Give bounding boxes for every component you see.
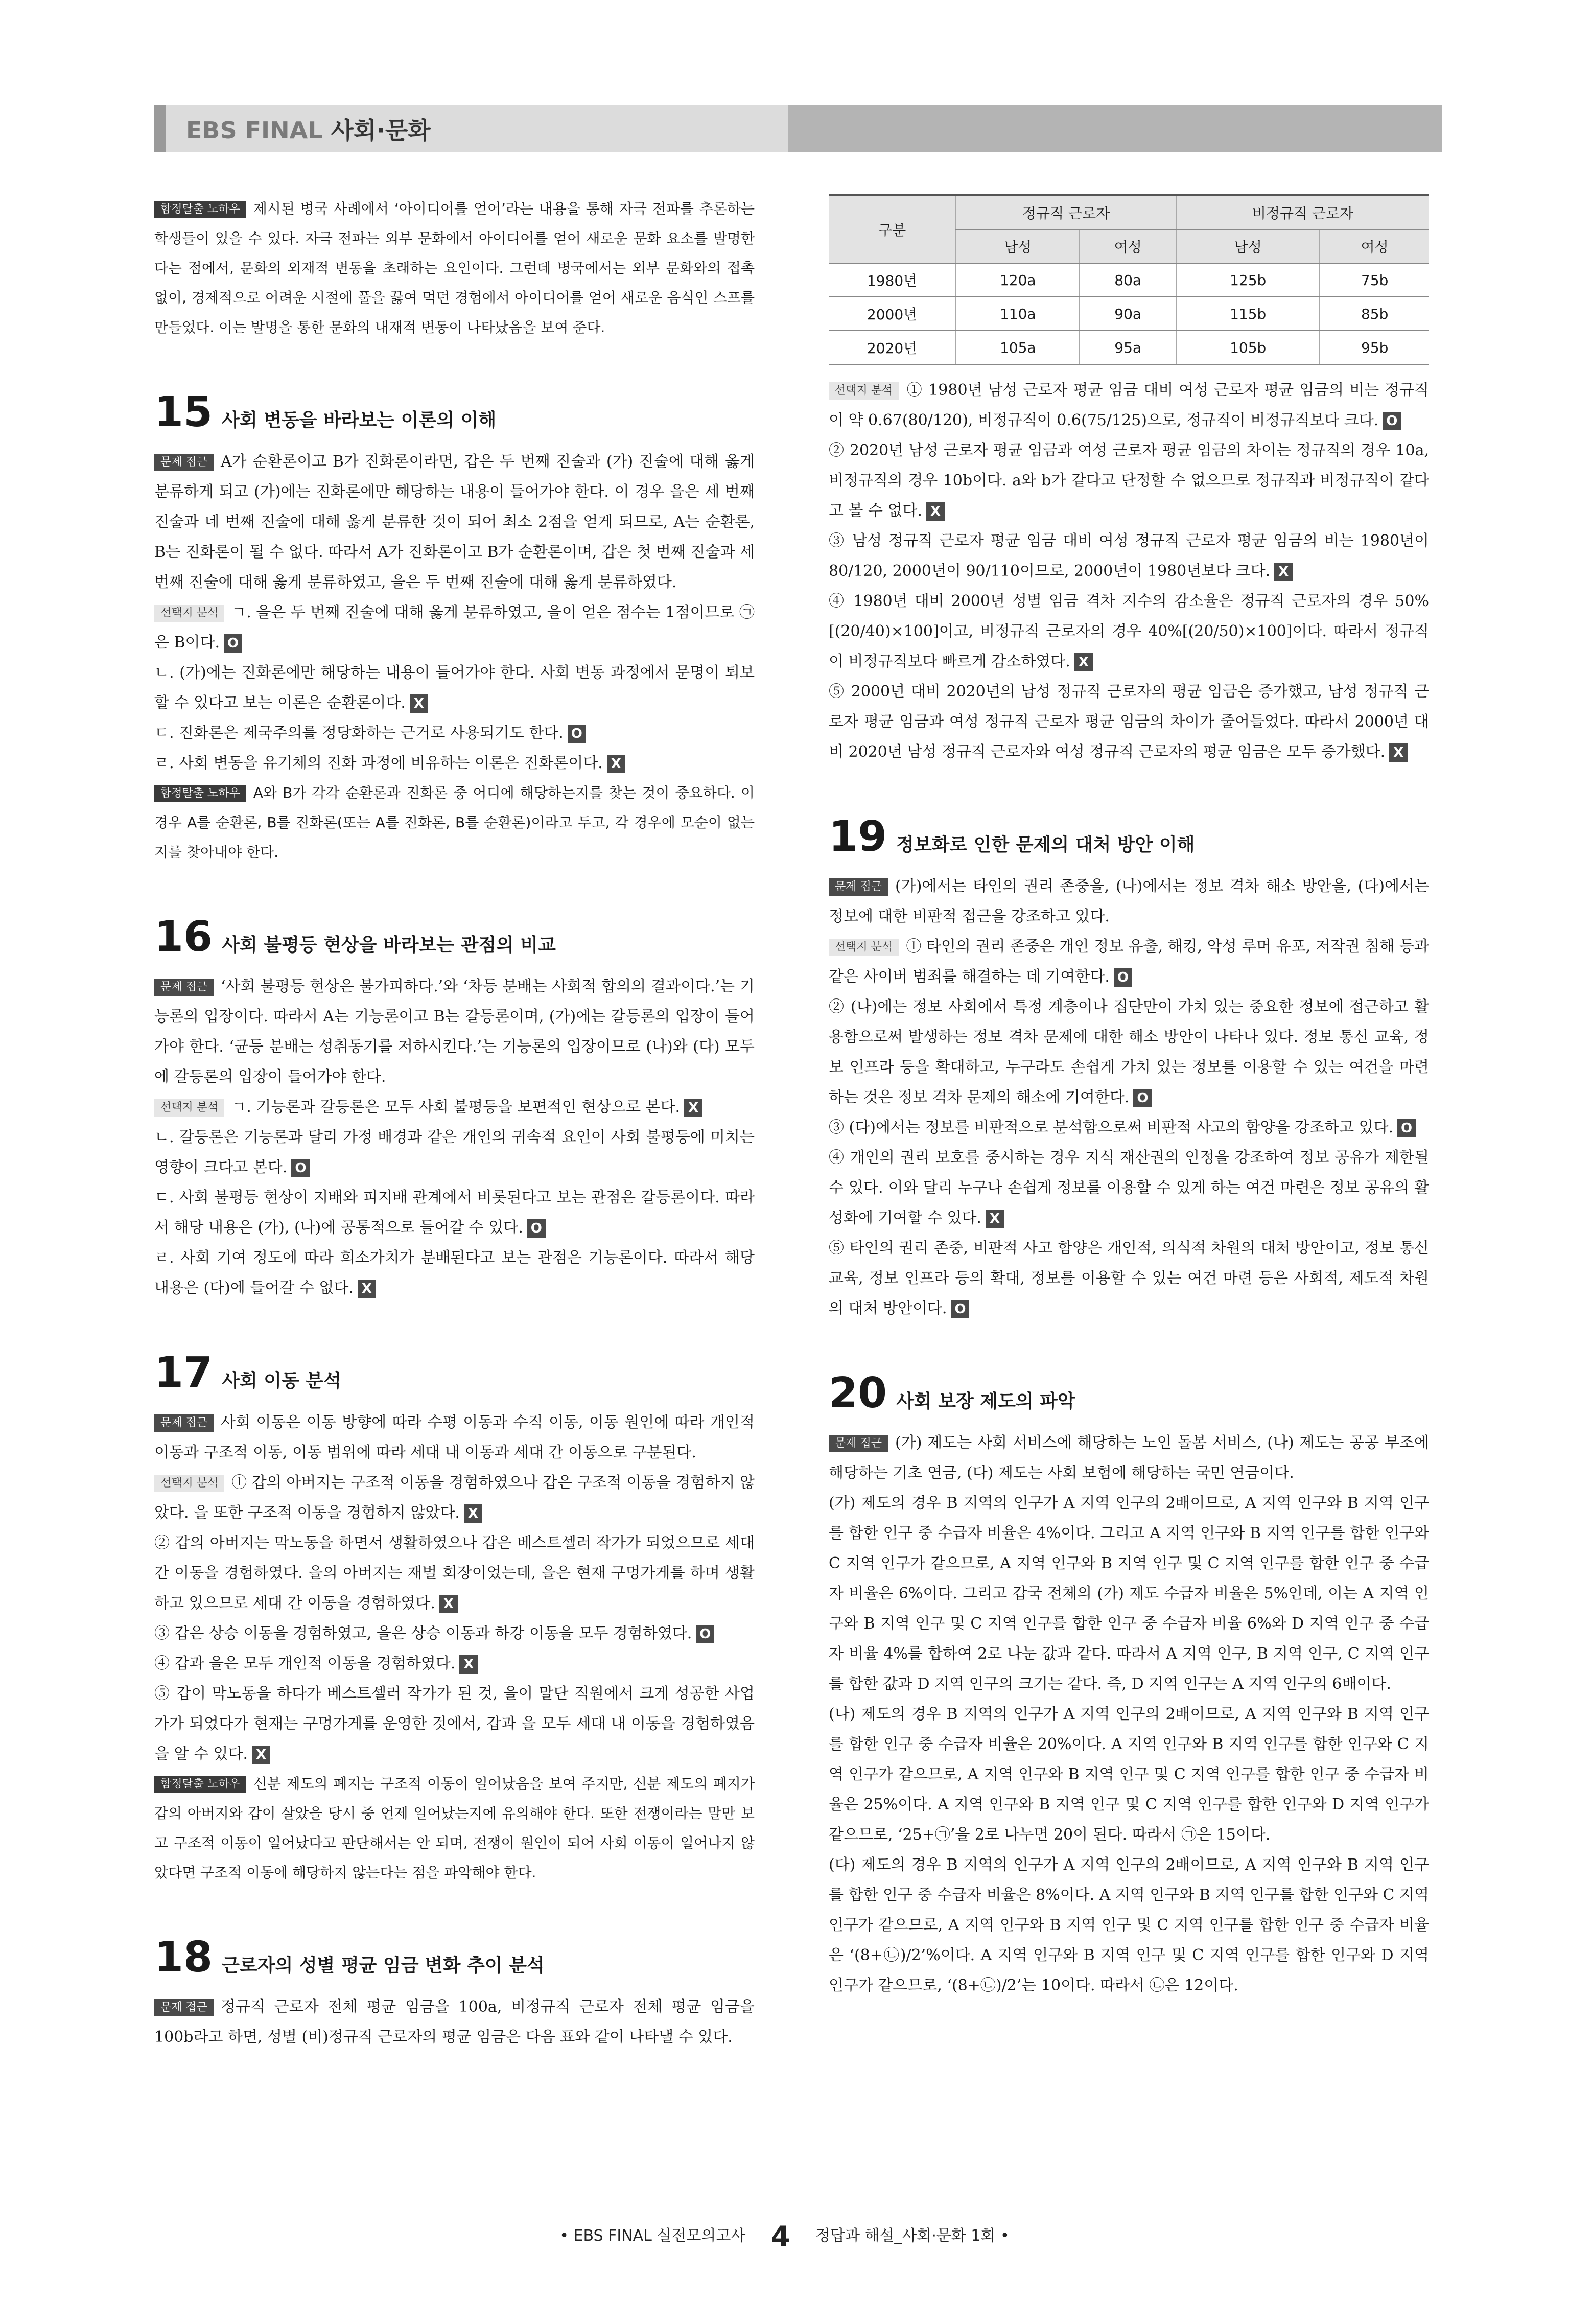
q16-number: 16: [154, 913, 213, 961]
header-left: [154, 105, 788, 152]
o-mark: O: [696, 1625, 714, 1643]
o-mark: O: [951, 1300, 969, 1318]
choice-text: ② 2020년 남성 근로자 평균 임금과 여성 근로자 평균 임금의 차이는 정규직의 경우 10a, 비정규직의 경우 10b이다. a와 b가 같다고 단정할 수 없으므로 정규직과 비정규직이 같다고 볼 수 없다.: [829, 441, 1429, 520]
q19-choice-5: [829, 1233, 1429, 1323]
x-mark: X: [1074, 653, 1093, 671]
approach-tag: 문제 접근: [154, 979, 214, 996]
page-number: 4: [770, 2220, 790, 2252]
table-cell: 85b: [1320, 297, 1429, 331]
q15-heading: [154, 388, 755, 436]
q20-paragraph-3: (다) 제도의 경우 B 지역의 인구가 A 지역 인구의 2배이므로, A 지역 인구와 B 지역 인구를 합한 인구 중 수급자 비율은 8%이다. A 지역 인구와 B 지역 인구를 합한 인구와 C 지역 인구가 같으므로, A 지역 인구와 B 지역 인구 및 C 지역 인구를 합한 인구 중 수급자 비율은 ‘(8+㉡)/2’%이다. A 지역 인구와 B 지역 인구 및 C 지역 인구를 합한 인구와 D 지역 인구가 같으므로, ‘(8+㉡)/2’는 10이다. 따라서 ㉡은 12이다.: [829, 1856, 1429, 1994]
table-header-male: 남성: [1176, 229, 1320, 263]
q20-number: 20: [829, 1369, 887, 1417]
table-cell: 90a: [1080, 297, 1176, 331]
choice-text: ㄱ. 을은 두 번째 진술에 대해 옳게 분류하였고, 을이 얻은 점수는 1점이므로 ㉠은 B이다.: [154, 603, 755, 652]
intro-tip: [154, 194, 755, 342]
choice-text: ③ 남성 정규직 근로자 평균 임금 대비 여성 정규직 근로자 평균 임금의 비는 1980년이 80/120, 2000년이 90/110이므로, 2000년이 1980년보다 크다.: [829, 532, 1429, 580]
q20-paragraph-1: (가) 제도의 경우 B 지역의 인구가 A 지역 인구의 2배이므로, A 지역 인구와 B 지역 인구를 합한 인구 중 수급자 비율은 4%이다. 그리고 A 지역 인구와 B 지역 인구를 합한 인구와 C 지역 인구가 같으므로, A 지역 인구와 B 지역 인구 및 C 지역 인구를 합한 인구 중 수급자 비율은 6%이다. 그리고 갑국 전체의 (가) 제도 수급자 비율은 5%인데, 이는 A 지역 인구와 B 지역 인구 및 C 지역 인구를 합한 인구 중 수급자 비율 6%와 D 지역 인구 중 수급자 비율 4%를 합하여 2로 나눈 값과 같다. 따라서 A 지역 인구, B 지역 인구, C 지역 인구를 합한 값과 D 지역 인구의 크기는 같다. 즉, D 지역 인구는 A 지역 인구의 6배이다.: [829, 1494, 1429, 1693]
table-cell: 105a: [956, 331, 1080, 364]
q18-choice-5: [829, 677, 1429, 767]
choice-tag: 선택지 분석: [829, 939, 899, 956]
q18-heading: [154, 1933, 755, 1982]
q19-approach: [829, 871, 1429, 932]
choice-text: ③ 갑은 상승 이동을 경험하였고, 을은 상승 이동과 하강 이동을 모두 경험하였다.: [154, 1624, 692, 1642]
table-cell-year: 1980년: [829, 263, 956, 297]
q18-approach-text: 정규직 근로자 전체 평균 임금을 100a, 비정규직 근로자 전체 평균 임금을 100b라고 하면, 성별 (비)정규직 근로자의 평균 임금은 다음 표와 같이 나타낼 수 있다.: [154, 1998, 755, 2046]
table-cell: 95b: [1320, 331, 1429, 364]
q19-choice-4: [829, 1143, 1429, 1233]
q19-number: 19: [829, 812, 887, 861]
tip-tag: 함정탈출 노하우: [154, 201, 246, 218]
x-mark: X: [986, 1210, 1004, 1228]
choice-tag: 선택지 분석: [154, 605, 224, 622]
table-row: [829, 297, 1429, 331]
q20-title: 사회 보장 제도의 파악: [896, 1391, 1075, 1412]
approach-tag: 문제 접근: [829, 878, 888, 896]
x-mark: X: [926, 502, 945, 521]
q17-title: 사회 이동 분석: [222, 1370, 341, 1391]
q19-choice-3: [829, 1112, 1429, 1143]
approach-tag: 문제 접근: [154, 1414, 214, 1432]
x-mark: X: [464, 1504, 482, 1523]
q17-choice-2: [154, 1528, 755, 1618]
o-mark: O: [1133, 1089, 1152, 1107]
q19-choice-1: [829, 932, 1429, 992]
q15-approach-text: A가 순환론이고 B가 진화론이라면, 갑은 두 번째 진술과 (가) 진술에 대해 옳게 분류하게 되고 (가)에는 진화론에만 해당하는 내용이 들어가야 한다. 이 경우 을은 세 번째 진술과 네 번째 진술에 대해 옳게 분류한 것이 되어 최소 2점을 얻게 되므로, A는 순환론, B는 진화론이 될 수 없다. 따라서 A가 진화론이고 B가 순환론이며, 갑은 첫 번째 진술과 세 번째 진술에 대해 옳게 분류하였고, 을은 두 번째 진술에 대해 옳게 분류하였다.: [154, 453, 755, 591]
table-cell: 125b: [1176, 263, 1320, 297]
right-column: [829, 194, 1429, 2001]
choice-text: ㄱ. 기능론과 갈등론은 모두 사회 불평등을 보편적인 현상으로 본다.: [231, 1098, 681, 1116]
o-mark: O: [527, 1219, 546, 1238]
table-cell: 75b: [1320, 263, 1429, 297]
o-mark: O: [568, 725, 586, 743]
x-mark: X: [607, 755, 625, 773]
q16-choice-3: [154, 1182, 755, 1243]
q16-heading: [154, 913, 755, 961]
q19-heading: [829, 812, 1429, 861]
o-mark: O: [1397, 1119, 1416, 1137]
header-subject: 사회·문화: [331, 117, 431, 144]
tip-tag: 함정탈출 노하우: [154, 1776, 246, 1793]
table-cell: 105b: [1176, 331, 1320, 364]
choice-text: ① 갑의 아버지는 구조적 이동을 경험하였으나 갑은 구조적 이동을 경험하지 않았다. 을 또한 구조적 이동을 경험하지 않았다.: [154, 1474, 755, 1522]
q20-approach-text: (가) 제도는 사회 서비스에 해당하는 노인 돌봄 서비스, (나) 제도는 공공 부조에 해당하는 기초 연금, (다) 제도는 사회 보험에 해당하는 국민 연금이다.: [829, 1434, 1429, 1482]
table-header-female: 여성: [1080, 229, 1176, 263]
choice-tag: 선택지 분석: [154, 1475, 224, 1492]
table-row: [829, 263, 1429, 297]
choice-text: ㄷ. 진화론은 제국주의를 정당화하는 근거로 사용되기도 한다.: [154, 724, 564, 742]
q17-choice-4: [154, 1648, 755, 1679]
q15-title: 사회 변동을 바라보는 이론의 이해: [222, 410, 497, 431]
header-title: [186, 112, 431, 146]
q18-choice-2: [829, 435, 1429, 526]
x-mark: X: [439, 1595, 458, 1613]
table-header-irregular: 비정규직 근로자: [1176, 195, 1429, 229]
page-header: [154, 105, 1442, 152]
x-mark: X: [684, 1099, 702, 1117]
x-mark: X: [1274, 563, 1293, 581]
q19-approach-text: (가)에서는 타인의 권리 존중을, (나)에서는 정보 격차 해소 방안을, (다)에서는 정보에 대한 비판적 접근을 강조하고 있다.: [829, 877, 1429, 925]
q17-number: 17: [154, 1349, 213, 1397]
tip-tag: 함정탈출 노하우: [154, 785, 246, 802]
choice-text: ④ 1980년 대비 2000년 성별 임금 격차 지수의 감소율은 정규직 근로자의 경우 50%[(20/40)×100]이고, 비정규직 근로자의 경우 40%[(20/50)×100]이다. 따라서 정규직이 비정규직보다 빠르게 감소하였다.: [829, 592, 1429, 670]
choice-text: ② 갑의 아버지는 막노동을 하면서 생활하였으나 갑은 베스트셀러 작가가 되었으므로 세대 간 이동을 경험하였다. 을의 아버지는 재벌 회장이었는데, 을은 현재 구멍가게를 하며 생활하고 있으므로 세대 간 이동을 경험하였다.: [154, 1534, 755, 1612]
table-cell: 120a: [956, 263, 1080, 297]
choice-text: ㄴ. 갈등론은 기능론과 달리 가정 배경과 같은 개인의 귀속적 요인이 사회 불평등에 미치는 영향이 크다고 본다.: [154, 1128, 755, 1176]
choice-text: ③ (다)에서는 정보를 비판적으로 분석함으로써 비판적 사고의 함양을 강조하고 있다.: [829, 1119, 1394, 1136]
choice-text: ① 타인의 권리 존중은 개인 정보 유출, 해킹, 악성 루머 유포, 저작권 침해 등과 같은 사이버 범죄를 해결하는 데 기여한다.: [829, 938, 1429, 986]
footer-left: • EBS FINAL 실전모의고사: [559, 2227, 746, 2245]
q20-paragraph-2: (나) 제도의 경우 B 지역의 인구가 A 지역 인구의 2배이므로, A 지역 인구와 B 지역 인구를 합한 인구 중 수급자 비율은 20%이다. A 지역 인구와 B 지역 인구를 합한 인구와 C 지역 인구가 같으므로, A 지역 인구와 B 지역 인구 및 C 지역 인구를 합한 인구 중 수급자 비율은 25%이다. A 지역 인구와 B 지역 인구 및 C 지역 인구를 합한 인구와 D 지역 인구가 같으므로, ‘25+㉠’을 2로 나누면 20이 된다. 따라서 ㉠은 15이다.: [829, 1705, 1429, 1844]
x-mark: X: [358, 1280, 376, 1298]
q18-approach: [154, 1992, 755, 2052]
choice-text: ④ 개인의 권리 보호를 중시하는 경우 지식 재산권의 인정을 강조하여 정보 공유가 제한될 수 있다. 이와 달리 누구나 손쉽게 정보를 이용할 수 있게 하는 여건 마련은 정보 공유의 활성화에 기여할 수 있다.: [829, 1149, 1429, 1227]
wage-table: [829, 194, 1429, 365]
q16-choice-4: [154, 1243, 755, 1303]
q15-tip: [154, 778, 755, 867]
q17-choice-5: [154, 1679, 755, 1769]
choice-text: ⑤ 타인의 권리 존중, 비판적 사고 함양은 개인적, 의식적 차원의 대처 방안이고, 정보 통신 교육, 정보 인프라 등의 확대, 정보를 이용할 수 있는 여건 마련 등은 사회적, 제도적 차원의 대처 방안이다.: [829, 1239, 1429, 1317]
q15-tip-text: A와 B가 각각 순환론과 진화론 중 어디에 해당하는지를 찾는 것이 중요하다. 이 경우 A를 순환론, B를 진화론(또는 A를 진화론, B를 순환론)이라고 두고, 각 경우에 모순이 없는지를 찾아내야 한다.: [154, 784, 755, 861]
header-right-band: [788, 105, 1442, 152]
choice-text: ㄴ. (가)에는 진화론에만 해당하는 내용이 들어가야 한다. 사회 변동 과정에서 문명이 퇴보할 수 있다고 보는 이론은 순환론이다.: [154, 664, 755, 712]
q18-choice-1: [829, 375, 1429, 435]
choice-tag: 선택지 분석: [154, 1099, 224, 1117]
q15-choice-3: [154, 718, 755, 748]
choice-text: ㄷ. 사회 불평등 현상이 지배와 피지배 관계에서 비롯된다고 보는 관점은 갈등론이다. 따라서 해당 내용은 (가), (나)에 공통적으로 들어갈 수 있다.: [154, 1189, 755, 1237]
table-cell-year: 2020년: [829, 331, 956, 364]
table-row: [829, 331, 1429, 364]
table-cell: 80a: [1080, 263, 1176, 297]
choice-text: ④ 갑과 을은 모두 개인적 이동을 경험하였다.: [154, 1655, 456, 1672]
q17-choice-3: [154, 1618, 755, 1648]
table-cell: 110a: [956, 297, 1080, 331]
q15-choice-2: [154, 658, 755, 718]
q18-title: 근로자의 성별 평균 임금 변화 추이 분석: [222, 1955, 545, 1976]
q16-choice-2: [154, 1122, 755, 1182]
q18-choice-3: [829, 526, 1429, 586]
o-mark: O: [1383, 412, 1401, 430]
q17-approach: [154, 1407, 755, 1468]
choice-text: ② (나)에는 정보 사회에서 특정 계층이나 집단만이 가치 있는 중요한 정보에 접근하고 활용함으로써 발생하는 정보 격차 문제에 대한 해소 방안이 나타나 있다. 정보 통신 교육, 정보 인프라 등을 확대하고, 누구라도 손쉽게 가치 있는 정보를 이용할 수 있는 여건을 마련하는 것은 정보 격차 문제의 해소에 기여한다.: [829, 998, 1429, 1106]
q15-choice-1: [154, 597, 755, 658]
q20-approach: [829, 1428, 1429, 1488]
approach-tag: 문제 접근: [154, 454, 214, 471]
q17-approach-text: 사회 이동은 이동 방향에 따라 수평 이동과 수직 이동, 이동 원인에 따라 개인적 이동과 구조적 이동, 이동 범위에 따라 세대 내 이동과 세대 간 이동으로 구분된다.: [154, 1413, 755, 1461]
q15-number: 15: [154, 388, 213, 436]
table-header-regular: 정규직 근로자: [956, 195, 1176, 229]
o-mark: O: [224, 634, 242, 653]
q15-approach: [154, 447, 755, 597]
table-header-female: 여성: [1320, 229, 1429, 263]
table-header-period: 구분: [829, 195, 956, 263]
q16-title: 사회 불평등 현상을 바라보는 관점의 비교: [222, 935, 556, 956]
intro-tip-text: 제시된 병국 사례에서 ‘아이디어를 얻어’라는 내용을 통해 자극 전파를 추론하는 학생들이 있을 수 있다. 자극 전파는 외부 문화에서 아이디어를 얻어 새로운 문화 요소를 발명한다는 점에서, 문화의 외재적 변동을 초래하는 요인이다. 그런데 병국에서는 외부 문화와의 접촉 없이, 경제적으로 어려운 시절에 풀을 끓여 먹던 경험에서 아이디어를 얻어 새로운 음식인 스프를 만들었다. 이는 발명을 통한 문화의 내재적 변동이 나타났음을 보여 준다.: [154, 200, 755, 336]
q19-title: 정보화로 인한 문제의 대처 방안 이해: [896, 834, 1195, 855]
approach-tag: 문제 접근: [154, 1999, 214, 2016]
x-mark: X: [459, 1655, 478, 1674]
q17-choice-1: [154, 1468, 755, 1528]
q18-choice-4: [829, 586, 1429, 677]
o-mark: O: [291, 1159, 310, 1177]
x-mark: X: [252, 1746, 270, 1764]
q16-approach: [154, 971, 755, 1092]
footer-right: 정답과 해설_사회·문화 1회 •: [815, 2227, 1010, 2245]
q17-tip: [154, 1769, 755, 1888]
q16-approach-text: ‘사회 불평등 현상은 불가피하다.’와 ‘차등 분배는 사회적 합의의 결과이다.’는 기능론의 입장이다. 따라서 A는 기능론이고 B는 갈등론이며, (가)에는 갈등론의 입장이 들어가야 한다. ‘균등 분배는 성취동기를 저하시킨다.’는 기능론의 입장이므로 (나)와 (다) 모두에 갈등론의 입장이 들어가야 한다.: [154, 978, 755, 1086]
header-accent-bar: [154, 105, 166, 152]
q16-choice-1: [154, 1092, 755, 1122]
table-cell-year: 2000년: [829, 297, 956, 331]
q17-heading: [154, 1349, 755, 1397]
table-header-male: 남성: [956, 229, 1080, 263]
choice-text: ⑤ 갑이 막노동을 하다가 베스트셀러 작가가 된 것, 을이 말단 직원에서 크게 성공한 사업가가 되었다가 현재는 구멍가게를 운영한 것에서, 갑과 을 모두 세대 내 이동을 경험하였음을 알 수 있다.: [154, 1685, 755, 1763]
left-column: [154, 194, 755, 2052]
choice-text: ① 1980년 남성 근로자 평균 임금 대비 여성 근로자 평균 임금의 비는 정규직이 약 0.67(80/120), 비정규직이 0.6(75/125)으로, 정규직이 비정규직보다 크다.: [829, 381, 1429, 429]
table-header-row: [829, 195, 1429, 229]
table-cell: 95a: [1080, 331, 1176, 364]
x-mark: X: [1389, 743, 1408, 762]
choice-text: ㄹ. 사회 기여 정도에 따라 희소가치가 분배된다고 보는 관점은 기능론이다. 따라서 해당 내용은 (다)에 들어갈 수 없다.: [154, 1249, 755, 1297]
approach-tag: 문제 접근: [829, 1435, 888, 1452]
o-mark: O: [1114, 968, 1132, 987]
choice-tag: 선택지 분석: [829, 382, 899, 400]
q15-choice-4: [154, 748, 755, 778]
choice-text: ⑤ 2000년 대비 2020년의 남성 정규직 근로자의 평균 임금은 증가했고, 남성 정규직 근로자 평균 임금과 여성 정규직 근로자 평균 임금의 차이가 줄어들었다. 따라서 2000년 대비 2020년 남성 정규직 근로자와 여성 정규직 근로자의 평균 임금은 모두 증가했다.: [829, 683, 1429, 761]
page-footer: [0, 2220, 1569, 2252]
table-cell: 115b: [1176, 297, 1320, 331]
q17-tip-text: 신분 제도의 폐지는 구조적 이동이 일어났음을 보여 주지만, 신분 제도의 폐지가 갑의 아버지와 갑이 살았을 당시 중 언제 일어났는지에 유의해야 한다. 또한 전쟁이라는 말만 보고 구조적 이동이 일어났다고 판단해서는 안 되며, 전쟁이 원인이 되어 사회 이동이 일어나지 않았다면 구조적 이동에 해당하지 않는다는 점을 파악해야 한다.: [154, 1775, 755, 1881]
choice-text: ㄹ. 사회 변동을 유기체의 진화 과정에 비유하는 이론은 진화론이다.: [154, 754, 603, 772]
q20-heading: [829, 1369, 1429, 1417]
q18-number: 18: [154, 1933, 213, 1982]
q19-choice-2: [829, 992, 1429, 1112]
header-brand: EBS FINAL: [186, 117, 323, 144]
x-mark: X: [410, 694, 428, 713]
